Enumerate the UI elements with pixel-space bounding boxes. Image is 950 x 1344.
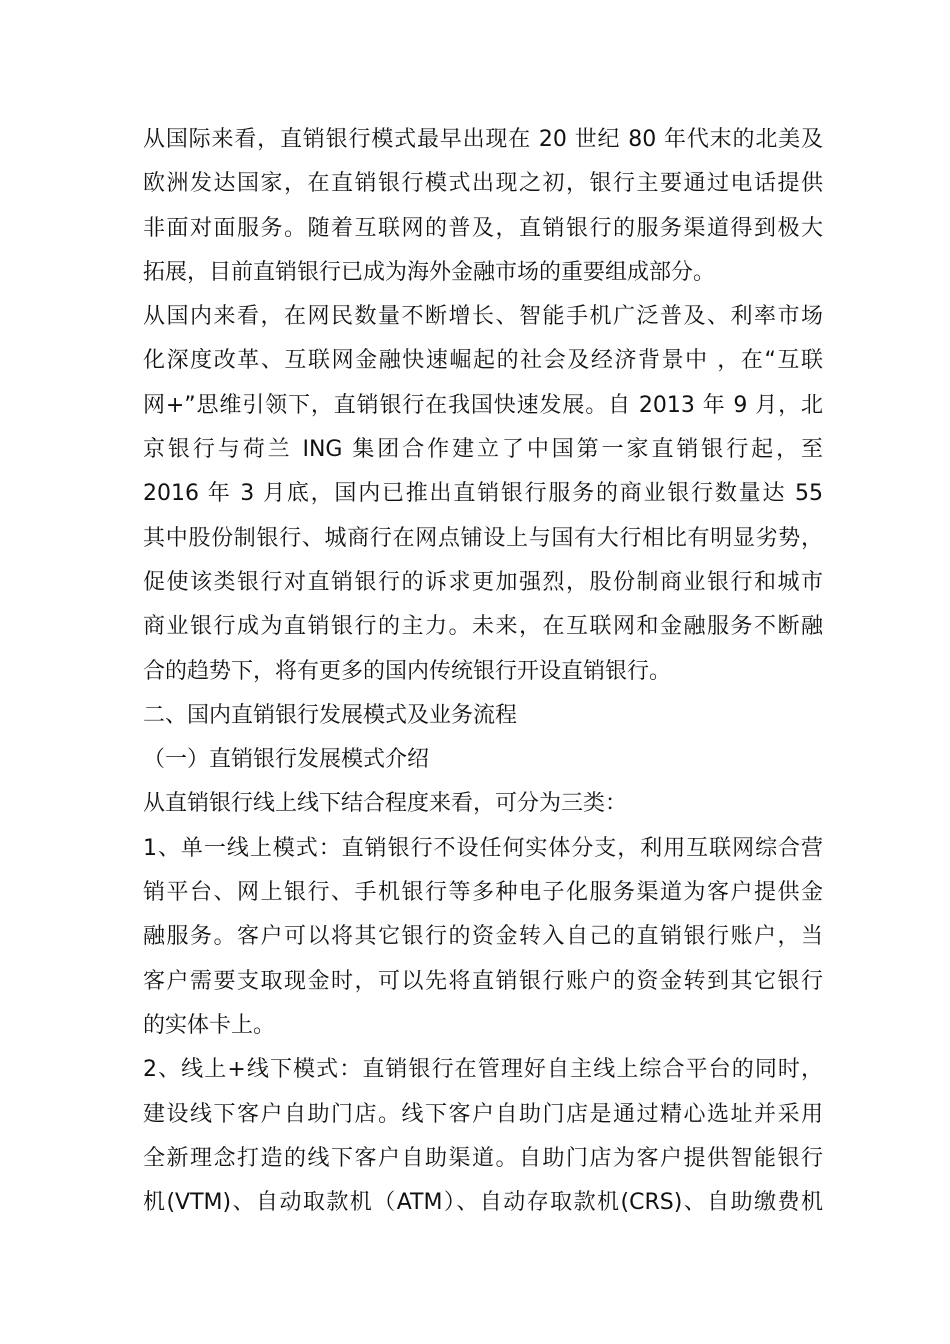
text-line: 从直销银行线上线下结合程度来看，可分为三类： xyxy=(143,791,628,817)
document-body xyxy=(143,118,823,1225)
text-line: 客户需要支取现金时，可以先将直销银行账户的资金转到其它银行 xyxy=(143,968,823,994)
text-line: 京银行与荷兰 ING 集团合作建立了中国第一家直销银行起，至 xyxy=(143,437,823,463)
text-line: 2、线上+线下模式：直销银行在管理好自主线上综合平台的同时， xyxy=(143,1057,823,1083)
text-line: 商业银行成为直销银行的主力。未来，在互联网和金融服务不断融 xyxy=(143,614,823,640)
text-line: 其中股份制银行、城商行在网点铺设上与国有大行相比有明显劣势， xyxy=(143,525,823,551)
text-line: 网+”思维引领下，直销银行在我国快速发展。自 2013 年 9 月，北 xyxy=(143,392,823,418)
text-line: 拓展，目前直销银行已成为海外金融市场的重要组成部分。 xyxy=(143,259,716,285)
text-line: 销平台、网上银行、手机银行等多种电子化服务渠道为客户提供金 xyxy=(143,880,823,906)
text-line: 从国内来看，在网民数量不断增长、智能手机广泛普及、利率市场 xyxy=(143,304,823,330)
text-line: 融服务。客户可以将其它银行的资金转入自己的直销银行账户，当 xyxy=(143,924,823,950)
text-line: 的实体卡上。 xyxy=(143,1012,276,1038)
text-line: 促使该类银行对直销银行的诉求更加强烈，股份制商业银行和城市 xyxy=(143,569,823,595)
text-line: 合的趋势下，将有更多的国内传统银行开设直销银行。 xyxy=(143,658,672,684)
text-line: 欧洲发达国家，在直销银行模式出现之初，银行主要通过电话提供 xyxy=(143,171,823,197)
text-line: 全新理念打造的线下客户自助渠道。自助门店为客户提供智能银行 xyxy=(143,1145,823,1171)
text-line: 建设线下客户自助门店。线下客户自助门店是通过精心选址并采用 xyxy=(143,1101,823,1127)
section-heading: 二、国内直销银行发展模式及业务流程 xyxy=(143,702,518,728)
text-line: 1、单一线上模式：直销银行不设任何实体分支，利用互联网综合营 xyxy=(143,835,823,861)
text-line: 机(VTM)、自动取款机（ATM）、自动存取款机(CRS)、自助缴费机 xyxy=(143,1190,823,1216)
text-line: 化深度改革、互联网金融快速崛起的社会及经济背景中 ，在“互联 xyxy=(143,348,823,374)
text-line: 从国际来看，直销银行模式最早出现在 20 世纪 80 年代末的北美及 xyxy=(143,127,823,152)
text-line: 非面对面服务。随着互联网的普及，直销银行的服务渠道得到极大 xyxy=(143,215,823,241)
subsection-heading: （一）直销银行发展模式介绍 xyxy=(143,747,430,773)
text-line: 2016 年 3 月底，国内已推出直销银行服务的商业银行数量达 55 xyxy=(143,481,823,507)
